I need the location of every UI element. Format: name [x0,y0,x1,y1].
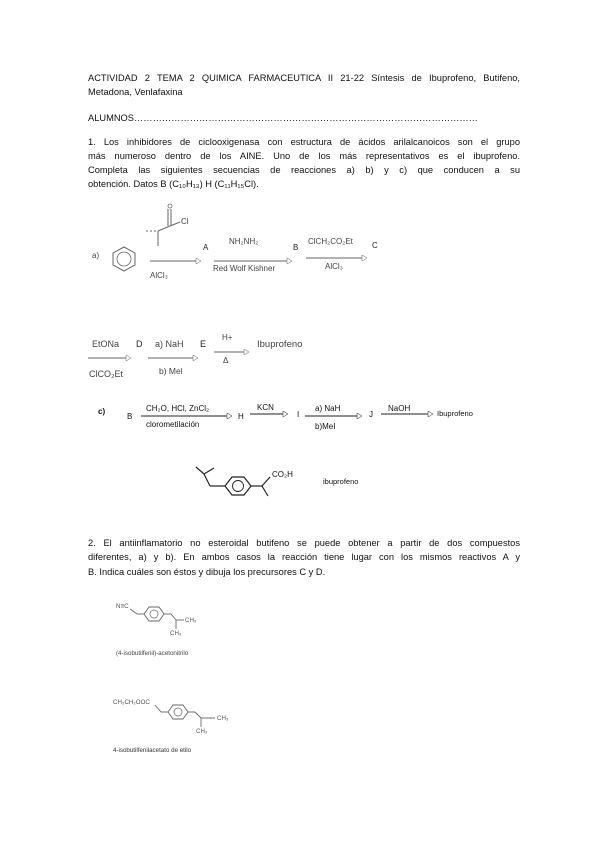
document-title: ACTIVIDAD 2 TEMA 2 QUIMICA FARMACEUTICA II 21-22 Síntesis de Ibuprofeno, Butifeno, [88,73,520,83]
scheme-b-reagent2: a) NaH [155,339,184,349]
intermediate-c: C [372,241,378,250]
methyl-a: CH₃ [185,617,197,624]
intermediate-a: A [203,243,209,252]
scheme-c-label: c) [98,407,106,416]
methyl-d: CH₃ [196,728,208,735]
methyl-c: CH₃ [217,715,229,722]
scheme-b-reagent2b: b) Mel [159,366,183,376]
q1-text-line3: Completa las siguientes secuencias de reacciones a) b) y c) que conducen a su [88,165,520,175]
scheme-b-reagent1b: ClCO₂Et [89,369,123,379]
scheme-c-product: Ibuprofeno [437,409,473,418]
scheme-a-label: a) [92,251,100,260]
intermediate-d: D [136,339,143,349]
compound-2-ring [168,705,188,719]
intermediate-b: B [293,243,299,252]
ch2-ch-bond-2 [195,712,201,718]
ester-ch2-bond [155,705,161,712]
scheme-c-reagent1: CH₂O, HCl, ZnCl₂ [146,404,210,413]
scheme-a-catalyst3: AlCl₃ [325,262,343,271]
scheme-a-catalyst: AlCl₃ [150,271,168,280]
scheme-b-reagent1: EtONa [92,339,120,349]
ethyl-ester-group: CH₃CH₂OOC [113,699,150,706]
compound-1-name: (4-isobutilfenil)-acetonitrilo [116,650,189,657]
compound-2-ring-circle [174,708,182,716]
intermediate-h: H [238,412,244,421]
q1-text-line1: 1. Los inhibidores de ciclooxigenasa con estructura de ácidos arilalcanoicos son el grupo [88,137,520,147]
students-line: ALUMNOS………………………………………………………………………………………………… [88,113,478,123]
methyl-b: CH₃ [170,630,182,637]
chlorine-atom-label: Cl [181,217,189,226]
nitrile-group: N≡C [116,603,129,610]
intermediate-j: J [369,410,373,419]
ibuprofen-name: ibuprofeno [323,477,359,486]
q1-text-line2: más numeroso dentro de los AINE. Uno de los más representativos es el ibuprofeno. [88,151,520,161]
q2-text-line2: diferentes, a) y b). En ambos casos la reacción tiene lugar con los mismos reactivos A y [88,552,520,562]
scheme-c-reagent4: NaOH [388,404,411,413]
scheme-c-condition1: clorometilación [146,420,200,429]
scheme-a-reagent3: ClCH₂CO₂Et [308,237,353,246]
intermediate-e: E [200,339,207,349]
q2-text-line3: B. Indica cuáles son éstos y dibuja los precursores C y D. [88,567,326,577]
scheme-c-reagent3b: b)MeI [315,422,336,431]
scheme-a-reagent2: NH₂NH₂ [229,237,259,246]
scheme-c-reagent2: KCN [257,403,274,412]
document-title-continued: Metadona, Venlafaxina [88,87,183,97]
scheme-b-product: Ibuprofeno [257,339,303,350]
scheme-b-reagent3: H+ [222,333,233,342]
q2-text-line1: 2. El antiinflamatorio no esteroidal butifeno se puede obtener a partir de dos compuestos [88,538,520,548]
scheme-a-condition2: Red Wolf Kishner [213,264,276,273]
carboxylic-acid-group: CO₂H [272,470,293,479]
compound-2-name: 4-isobutilfenilacetato de etilo [113,747,192,754]
scheme-c-reagent3: a) NaH [315,404,341,413]
scheme-b-heat: Δ [223,356,229,365]
intermediate-i: I [297,410,300,419]
reactant-b: B [127,412,133,421]
q1-text-line4: obtención. Datos B (C₁₀H₁₃) H (C₁₁H₁₅Cl). [88,179,259,189]
